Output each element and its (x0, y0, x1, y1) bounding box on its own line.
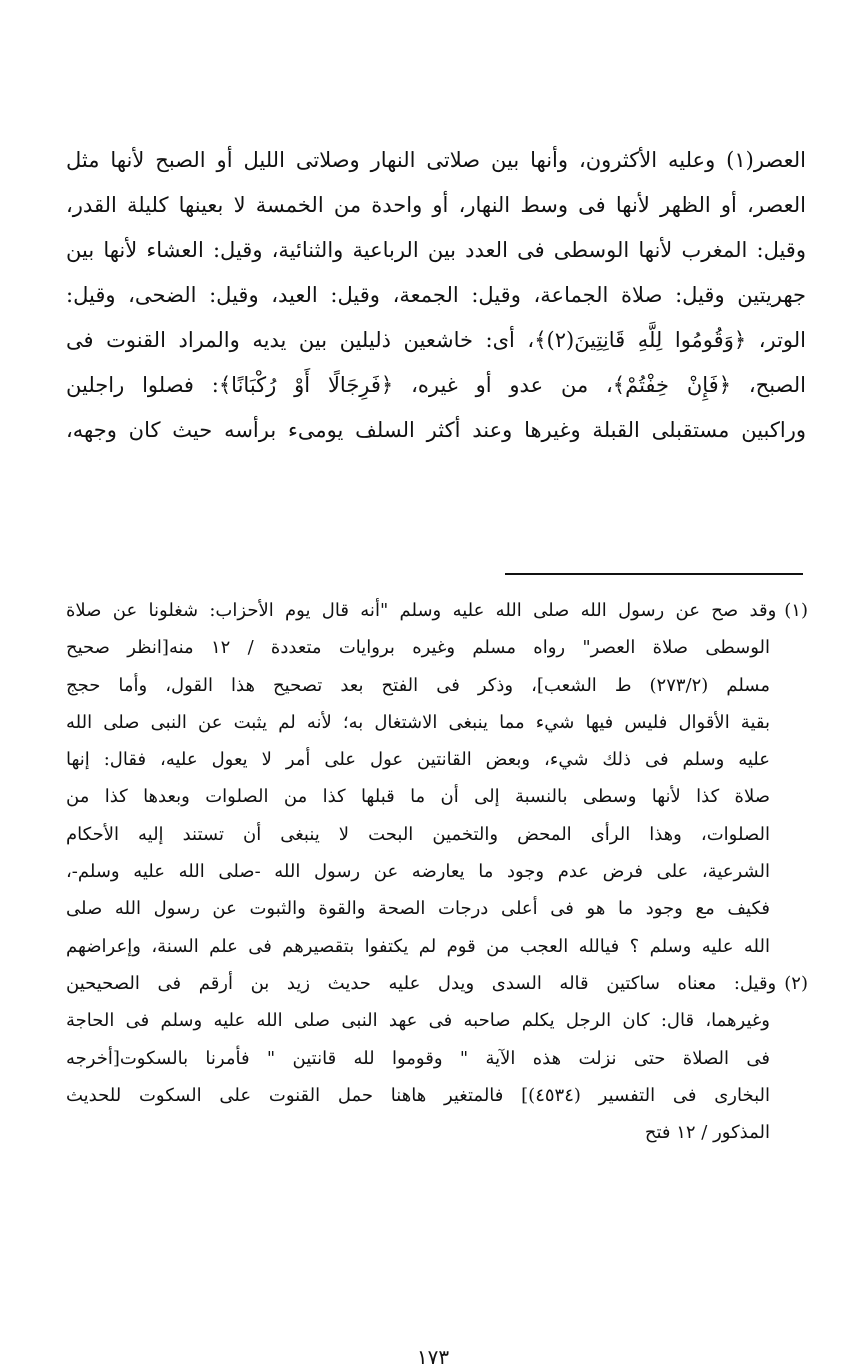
footnote-line: الوسطى صلاة العصر" رواه مسلم وغيره بروايات متعددة / ١٢ منه[انظر صحيح (66, 637, 771, 659)
footnote-line: عليه وسلم فى ذلك شيء، وبعض القانتين عول على أمر لا يعول عليه، فقال: إنها (66, 749, 770, 771)
footnote-line: الشرعية، على فرض عدم وجود ما يعارضه عن رسول الله -صلى الله عليه وسلم-، (66, 861, 770, 883)
footnote-line: صلاة كذا لأنها وسطى بالنسبة إلى أن ما قبلها كذا من الصلوات وبعدها كذا من (66, 786, 770, 808)
main-text-line: الوتر، ﴿وَقُومُوا لِلَّهِ قَانِتِينَ(٢)﴾، أى: خاشعين ذليلين بين يديه والمراد القنوت فى (66, 328, 806, 352)
footnote-1 (66, 592, 808, 965)
footnote-text: وقيل: معناه ساكتين قاله السدى ويدل عليه حديث زيد بن أرقم فى الصحيحين (66, 972, 777, 994)
footnote-line (66, 965, 808, 1002)
footnote-line: وغيرهما، قال: كان الرجل يكلم صاحبه فى عهد النبى صلى الله عليه وسلم فى الحاجة (66, 1010, 770, 1032)
footnote-number: (٢) (784, 972, 808, 994)
footnotes (66, 592, 808, 1151)
main-text-line: جهريتين وقيل: صلاة الجماعة، وقيل: الجمعة، وقيل: العيد، وقيل: الضحى، وقيل: (66, 283, 806, 307)
footnote-line: فكيف مع وجود ما هو فى أعلى درجات الصحة والقوة والثبوت عن رسول الله صلى (66, 898, 770, 920)
footnote-2 (66, 965, 808, 1151)
main-text-line: وقيل: المغرب لأنها الوسطى فى العدد بين الرباعية والثنائية، وقيل: العشاء لأنها بين (66, 238, 806, 262)
footnote-separator (505, 573, 803, 575)
main-text-line: وراكبين مستقبلى القبلة وغيرها وعند أكثر السلف يومىء برأسه حيث كان وجهه، (66, 418, 806, 442)
main-text-line: العصر(١) وعليه الأكثرون، وأنها بين صلاتى النهار وصلاتى الليل أو الصبح لأنها مثل (66, 148, 806, 172)
page-number: ١٧٣ (416, 1345, 450, 1369)
footnote-line: الصلوات، وهذا الرأى المحض والتخمين البحت لا ينبغى أن تستند إليه الأحكام (66, 823, 770, 845)
main-text (66, 138, 806, 453)
footnote-line: بقية الأقوال فليس فيها شيء مما ينبغى الاشتغال به؛ لأنه لم يثبت عن النبى صلى الله (66, 711, 770, 733)
footnote-line: الله عليه وسلم ؟ فيالله العجب من قوم لم يكتفوا بتقصيرهم فى علم السنة، وإعراضهم (66, 935, 770, 957)
main-text-line: العصر، أو الظهر لأنها فى وسط النهار، أو واحدة من الخمسة لا بعينها كليلة القدر، (66, 193, 806, 217)
footnote-text: وقد صح عن رسول الله صلى الله عليه وسلم "أنه قال يوم الأحزاب: شغلونا عن صلاة (66, 600, 777, 621)
footnote-line: المذكور / ١٢ فتح (644, 1122, 770, 1144)
main-text-line: الصبح، ﴿فَإِنْ خِفْتُمْ﴾، من عدو أو غيره، ﴿فَرِجَالًا أَوْ رُكْبَانًا﴾: فصلوا راجلين (66, 373, 806, 397)
footnote-number: (١) (784, 600, 808, 621)
footnote-line: مسلم (٢٧٣/٢) ط الشعب]، وذكر فى الفتح بعد تصحيح هذا القول، وأما حجج (66, 674, 770, 696)
footnote-line (66, 592, 808, 629)
footnote-line: البخارى فى التفسير (٤٥٣٤)] فالمتغير هاهنا حمل القنوت على السكوت للحديث (66, 1084, 770, 1106)
footnote-line: فى الصلاة حتى نزلت هذه الآية " وقوموا لله قانتين " فأمرنا بالسكوت[أخرجه (66, 1047, 770, 1069)
